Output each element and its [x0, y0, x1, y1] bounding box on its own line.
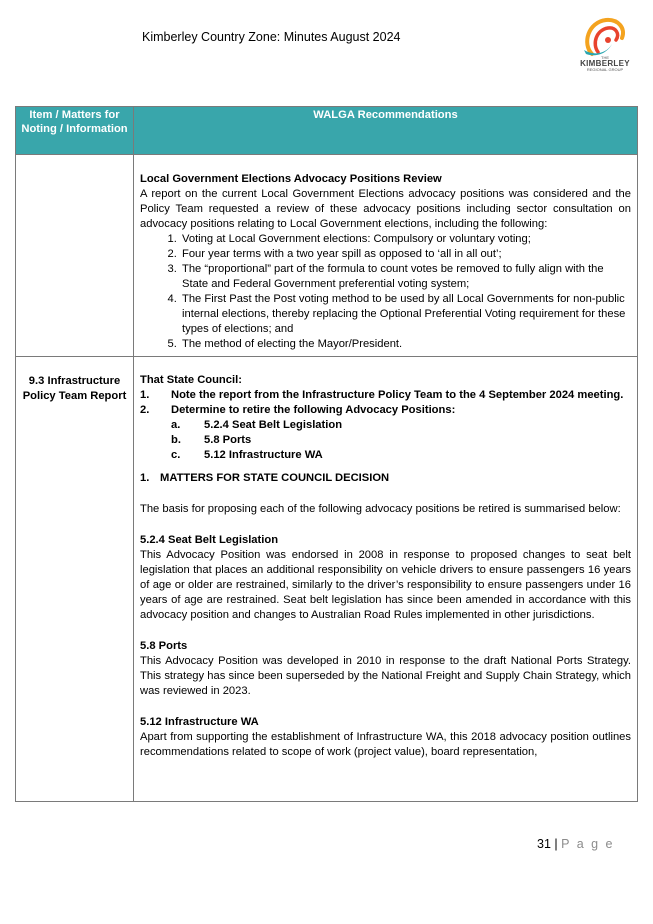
table-row	[16, 155, 638, 357]
position-title: 5.12 Infrastructure WA	[140, 716, 259, 728]
position-text: Apart from supporting the establishment of Infrastructure WA, this 2018 advocacy position outlines recommendations related to scope of work (project value), board representation,	[140, 731, 631, 758]
sub-item	[140, 433, 631, 448]
sub-item-letter: c.	[171, 449, 181, 461]
position-title: 5.2.4 Seat Belt Legislation	[140, 534, 279, 546]
resolution-item	[140, 388, 631, 403]
elections-review-title: Local Government Elections Advocacy Positions Review	[140, 173, 442, 185]
col1-header: Item / Matters for Noting / Information	[16, 107, 134, 155]
page-footer	[537, 837, 615, 851]
sub-item-text: 5.12 Infrastructure WA	[204, 449, 323, 461]
page-number: 31	[537, 837, 551, 851]
resolution-text: Determine to retire the following Advocacy Positions:	[171, 404, 456, 416]
sub-item	[140, 418, 631, 433]
resolution-number: 1.	[140, 389, 150, 401]
sub-item-text: 5.2.4 Seat Belt Legislation	[204, 419, 343, 431]
list-item: 4. The First Past the Post voting method to be used by all Local Governments for non-public internal elections, thereby replacing the Optional Preferential Voting requirement for these types of elections; and	[180, 292, 631, 337]
row1-item-cell	[16, 155, 134, 357]
logo-the: THE	[601, 55, 609, 60]
table-row	[16, 357, 638, 802]
logo-name: KIMBERLEY	[580, 59, 630, 68]
list-item: 5. The method of electing the Mayor/President.	[180, 337, 631, 352]
list-item: 1. Voting at Local Government elections: Compulsory or voluntary voting;	[180, 232, 631, 247]
row2-item-label: 9.3 Infrastructure Policy Team Report	[16, 357, 134, 802]
position-text: This Advocacy Position was endorsed in 2008 in response to proposed changes to seat belt legislation that places an additional responsibility on vehicle drivers to ensure passengers 16 years of age or older are restrained, similarly to the driver’s responsibility to ensure passengers under 16 years of age are restrained. Seat belt legislation has since been amended in accordance with this advocacy position and changes to Australian Road Rules implemented in other jurisdictions.	[140, 549, 631, 621]
elections-review-intro: A report on the current Local Government Elections advocacy positions was considered and the Policy Team requested a review of these advocacy positions including sector consultation on advocacy positions relating to Local Government elections, including the following:	[140, 188, 631, 230]
logo-subtitle: REGIONAL GROUP	[586, 67, 624, 72]
list-item: 2. Four year terms with a two year spill as opposed to ‘all in all out’;	[180, 247, 631, 262]
sub-item-letter: a.	[171, 419, 181, 431]
list-item: 3. The “proportional” part of the formula to count votes be removed to fully align with the State and Federal Government preferential voting system;	[180, 262, 631, 292]
col2-header: WALGA Recommendations	[134, 107, 638, 155]
footer-separator: |	[554, 837, 558, 851]
logo-wordmark	[568, 56, 642, 72]
row1-recommendation-cell	[134, 155, 638, 357]
resolution-number: 2.	[140, 404, 150, 416]
section-title: MATTERS FOR STATE COUNCIL DECISION	[160, 472, 390, 484]
logo-dot	[605, 37, 611, 43]
sub-item-letter: b.	[171, 434, 181, 446]
position-title: 5.8 Ports	[140, 640, 188, 652]
table-header-row	[16, 107, 638, 155]
sub-item	[140, 448, 631, 463]
that-state-council: That State Council:	[140, 374, 242, 386]
position-text: This Advocacy Position was developed in 2010 in response to the draft National Ports Strategy. This strategy has since been superseded by the National Freight and Supply Chain Strategy, which was reviewed in 2023.	[140, 655, 631, 697]
row2-recommendation-cell	[134, 357, 638, 802]
page-label: P a g e	[561, 837, 615, 851]
page-header-title: Kimberley Country Zone: Minutes August 2024	[142, 30, 401, 44]
minutes-table	[15, 106, 638, 802]
section-heading	[140, 471, 631, 486]
resolution-item	[140, 403, 631, 418]
section-number: 1.	[140, 472, 150, 484]
basis-paragraph: The basis for proposing each of the following advocacy positions be retired is summarised below:	[140, 503, 621, 515]
resolution-text: Note the report from the Infrastructure Policy Team to the 4 September 2024 meeting.	[171, 389, 624, 401]
elections-review-list	[140, 232, 631, 352]
sub-item-text: 5.8 Ports	[204, 434, 252, 446]
